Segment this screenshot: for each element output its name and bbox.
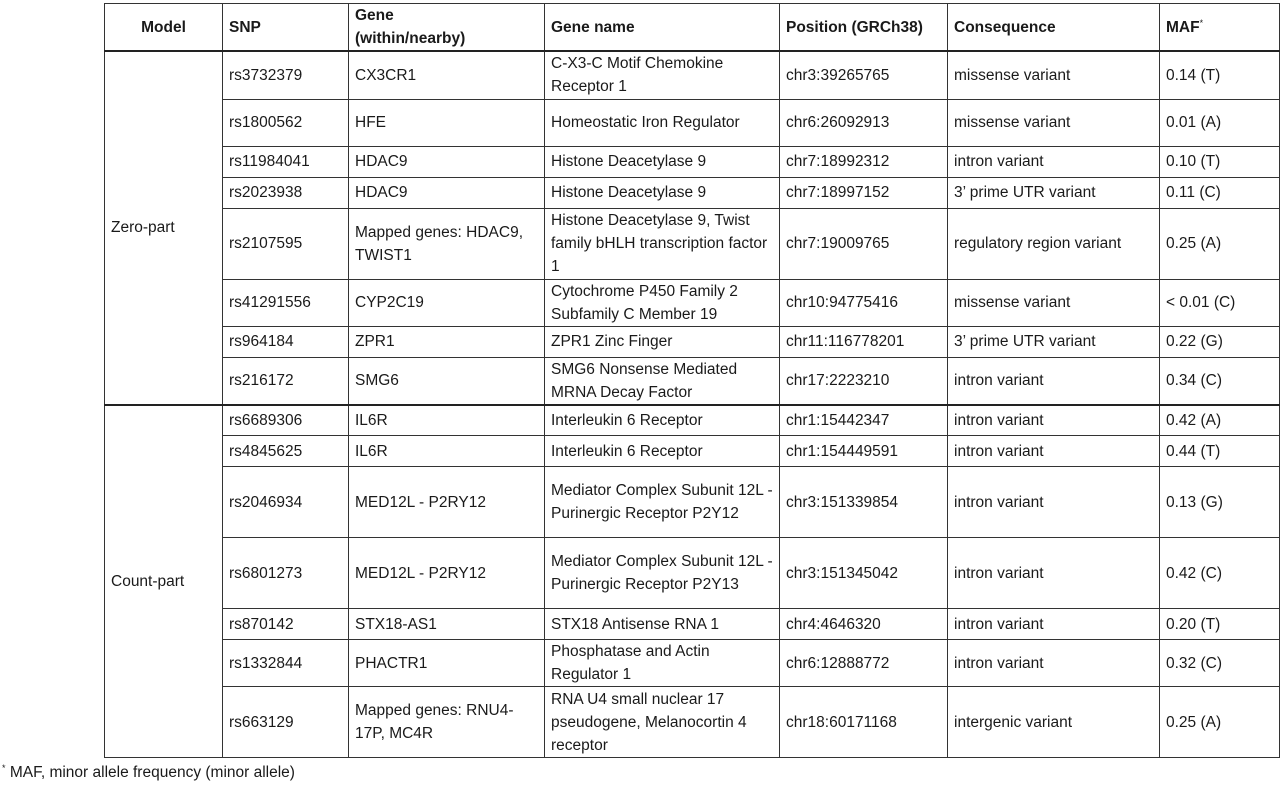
row-group xyxy=(105,51,1280,405)
cell-maf: 0.14 (T) xyxy=(1160,51,1280,99)
cell-consequence: intron variant xyxy=(948,538,1160,609)
cell-snp: rs663129 xyxy=(223,687,349,758)
cell-consequence: missense variant xyxy=(948,279,1160,326)
cell-maf: 0.32 (C) xyxy=(1160,640,1280,687)
cell-gene-name: Mediator Complex Subunit 12L -Purinergic Receptor P2Y12 xyxy=(545,467,780,538)
table-row xyxy=(105,640,1280,687)
cell-maf: 0.11 (C) xyxy=(1160,177,1280,208)
model-cell: Count-part xyxy=(105,405,223,758)
cell-consequence: intergenic variant xyxy=(948,687,1160,758)
cell-gene-name: Histone Deacetylase 9 xyxy=(545,177,780,208)
cell-gene: PHACTR1 xyxy=(349,640,545,687)
cell-snp: rs870142 xyxy=(223,609,349,640)
header-gene: Gene (within/nearby) xyxy=(349,4,545,52)
row-group xyxy=(105,405,1280,758)
cell-gene: HDAC9 xyxy=(349,146,545,177)
cell-gene-name: Phosphatase and Actin Regulator 1 xyxy=(545,640,780,687)
table-footnote xyxy=(2,763,295,783)
cell-maf: 0.22 (G) xyxy=(1160,326,1280,357)
cell-gene: Mapped genes: RNU4-17P, MC4R xyxy=(349,687,545,758)
cell-position: chr1:154449591 xyxy=(780,436,948,467)
cell-gene-name: Interleukin 6 Receptor xyxy=(545,405,780,436)
table-row xyxy=(105,51,1280,99)
header-row xyxy=(105,4,1280,52)
table-row xyxy=(105,609,1280,640)
cell-consequence: regulatory region variant xyxy=(948,208,1160,279)
table-row xyxy=(105,436,1280,467)
cell-maf: 0.25 (A) xyxy=(1160,208,1280,279)
cell-gene: IL6R xyxy=(349,405,545,436)
cell-position: chr3:151339854 xyxy=(780,467,948,538)
table-row xyxy=(105,405,1280,436)
cell-maf: 0.10 (T) xyxy=(1160,146,1280,177)
maf-footnote-marker: * xyxy=(1199,17,1204,28)
model-cell: Zero-part xyxy=(105,51,223,405)
cell-gene-name: Histone Deacetylase 9, Twist family bHLH transcription factor 1 xyxy=(545,208,780,279)
header-maf: MAF* xyxy=(1160,4,1280,52)
cell-position: chr3:151345042 xyxy=(780,538,948,609)
cell-position: chr7:18997152 xyxy=(780,177,948,208)
cell-position: chr7:19009765 xyxy=(780,208,948,279)
cell-position: chr3:39265765 xyxy=(780,51,948,99)
cell-gene-name: C-X3-C Motif Chemokine Receptor 1 xyxy=(545,51,780,99)
cell-maf: 0.20 (T) xyxy=(1160,609,1280,640)
cell-maf: 0.42 (A) xyxy=(1160,405,1280,436)
cell-gene: Mapped genes: HDAC9, TWIST1 xyxy=(349,208,545,279)
table-row xyxy=(105,538,1280,609)
table-row xyxy=(105,177,1280,208)
cell-snp: rs41291556 xyxy=(223,279,349,326)
table-row xyxy=(105,357,1280,405)
table-row xyxy=(105,687,1280,758)
cell-snp: rs3732379 xyxy=(223,51,349,99)
cell-gene-name: ZPR1 Zinc Finger xyxy=(545,326,780,357)
cell-consequence: intron variant xyxy=(948,146,1160,177)
header-snp: SNP xyxy=(223,4,349,52)
cell-snp: rs6801273 xyxy=(223,538,349,609)
table-row xyxy=(105,326,1280,357)
cell-gene: CX3CR1 xyxy=(349,51,545,99)
header-consequence: Consequence xyxy=(948,4,1160,52)
cell-snp: rs2107595 xyxy=(223,208,349,279)
cell-maf: 0.13 (G) xyxy=(1160,467,1280,538)
cell-gene: STX18-AS1 xyxy=(349,609,545,640)
cell-position: chr18:60171168 xyxy=(780,687,948,758)
cell-consequence: intron variant xyxy=(948,405,1160,436)
snp-table xyxy=(104,3,1280,758)
cell-maf: 0.25 (A) xyxy=(1160,687,1280,758)
cell-gene: MED12L - P2RY12 xyxy=(349,538,545,609)
cell-consequence: intron variant xyxy=(948,357,1160,405)
cell-consequence: 3’ prime UTR variant xyxy=(948,326,1160,357)
cell-consequence: intron variant xyxy=(948,640,1160,687)
cell-gene: MED12L - P2RY12 xyxy=(349,467,545,538)
cell-snp: rs2023938 xyxy=(223,177,349,208)
cell-position: chr11:116778201 xyxy=(780,326,948,357)
table-row xyxy=(105,467,1280,538)
cell-snp: rs964184 xyxy=(223,326,349,357)
cell-maf: 0.44 (T) xyxy=(1160,436,1280,467)
cell-position: chr6:26092913 xyxy=(780,99,948,146)
header-model: Model xyxy=(105,4,223,52)
cell-gene-name: SMG6 Nonsense Mediated MRNA Decay Factor xyxy=(545,357,780,405)
cell-gene-name: Cytochrome P450 Family 2 Subfamily C Member 19 xyxy=(545,279,780,326)
cell-position: chr1:15442347 xyxy=(780,405,948,436)
cell-maf: 0.42 (C) xyxy=(1160,538,1280,609)
cell-consequence: intron variant xyxy=(948,467,1160,538)
cell-gene: IL6R xyxy=(349,436,545,467)
cell-position: chr4:4646320 xyxy=(780,609,948,640)
cell-consequence: missense variant xyxy=(948,99,1160,146)
cell-position: chr7:18992312 xyxy=(780,146,948,177)
cell-snp: rs4845625 xyxy=(223,436,349,467)
cell-maf: 0.34 (C) xyxy=(1160,357,1280,405)
cell-snp: rs6689306 xyxy=(223,405,349,436)
header-position: Position (GRCh38) xyxy=(780,4,948,52)
cell-consequence: 3’ prime UTR variant xyxy=(948,177,1160,208)
header-gene-name: Gene name xyxy=(545,4,780,52)
cell-consequence: intron variant xyxy=(948,436,1160,467)
table-header xyxy=(105,4,1280,52)
cell-gene-name: Interleukin 6 Receptor xyxy=(545,436,780,467)
cell-position: chr10:94775416 xyxy=(780,279,948,326)
cell-snp: rs1332844 xyxy=(223,640,349,687)
cell-snp: rs216172 xyxy=(223,357,349,405)
footnote-text: MAF, minor allele frequency (minor allele) xyxy=(9,764,295,781)
cell-maf: < 0.01 (C) xyxy=(1160,279,1280,326)
cell-gene-name: Homeostatic Iron Regulator xyxy=(545,99,780,146)
cell-consequence: missense variant xyxy=(948,51,1160,99)
footnote-marker: * xyxy=(2,762,6,773)
table-row xyxy=(105,146,1280,177)
cell-gene-name: STX18 Antisense RNA 1 xyxy=(545,609,780,640)
cell-gene: HFE xyxy=(349,99,545,146)
table-row xyxy=(105,279,1280,326)
cell-consequence: intron variant xyxy=(948,609,1160,640)
cell-gene-name: Mediator Complex Subunit 12L -Purinergic Receptor P2Y13 xyxy=(545,538,780,609)
cell-maf: 0.01 (A) xyxy=(1160,99,1280,146)
cell-gene-name: RNA U4 small nuclear 17 pseudogene, Melanocortin 4 receptor xyxy=(545,687,780,758)
cell-gene: SMG6 xyxy=(349,357,545,405)
cell-position: chr17:2223210 xyxy=(780,357,948,405)
cell-gene: HDAC9 xyxy=(349,177,545,208)
cell-gene: ZPR1 xyxy=(349,326,545,357)
cell-gene-name: Histone Deacetylase 9 xyxy=(545,146,780,177)
cell-position: chr6:12888772 xyxy=(780,640,948,687)
table-row xyxy=(105,208,1280,279)
cell-snp: rs1800562 xyxy=(223,99,349,146)
cell-snp: rs11984041 xyxy=(223,146,349,177)
table-row xyxy=(105,99,1280,146)
cell-snp: rs2046934 xyxy=(223,467,349,538)
cell-gene: CYP2C19 xyxy=(349,279,545,326)
